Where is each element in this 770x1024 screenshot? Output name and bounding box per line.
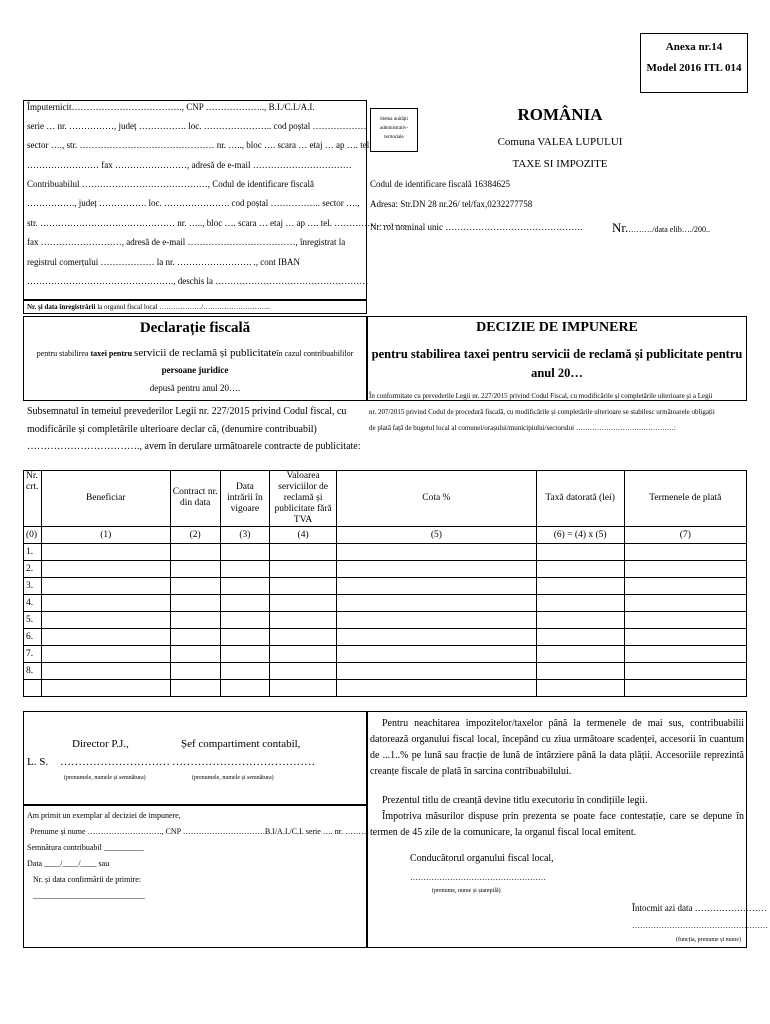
declarant-line: fax ………………………, adresă de e-mail ………………………………, înregistrat la [27, 237, 346, 247]
cell-value[interactable] [270, 645, 337, 662]
director-signature-line: ………………………… [60, 756, 170, 768]
registration-label: Nr. și data înregistrării [27, 303, 96, 311]
cell-rate[interactable] [337, 628, 537, 645]
chief-signature-line: ………………………………… [172, 756, 315, 768]
declaration-sub-c: servicii de reclamă și publicitate [134, 347, 277, 359]
cell-beneficiary[interactable] [41, 577, 170, 594]
cell-start-date[interactable] [220, 577, 269, 594]
index-cell: (2) [170, 526, 220, 543]
cell-rate[interactable] [337, 645, 537, 662]
row-number: 7. [24, 645, 42, 662]
registration-rest: la organul fiscal local ………………/……………………….. [97, 303, 270, 311]
row-number: 3. [24, 577, 42, 594]
annex-model: Model 2016 ITL 014 [646, 62, 742, 74]
cell-value[interactable] [270, 594, 337, 611]
declarant-line: Împuternicit………………………………., CNP ……………….., B.I./C.I./A.I. [27, 102, 315, 112]
late-payment-paragraph: Pentru neachitarea impozitelor/taxelor până la termenele de mai sus, contribuabilii datorează organului fiscal local, începând cu ziua următoare scadenței, accesorii în cuantum de ...1..% pe lună sau fracție de lună de întârziere până la data plății. Accesoriile reprezintă creanțe fiscale de plată în sarcina contribuabilului. [370, 718, 744, 777]
decision-subtitle: pentru stabilirea taxei pentru servicii de reclamă și publicitate pentru [371, 347, 743, 361]
declarant-line: registrul comerțului ……………… la nr. ……………………. ., cont IBAN [27, 257, 300, 267]
cell-start-date[interactable] [220, 543, 269, 560]
declarant-line: Contribuabilul ……………………………………, Codul de identificare fiscală [27, 179, 314, 189]
cell-value[interactable] [270, 560, 337, 577]
cell-tax-due[interactable] [536, 577, 624, 594]
declaration-sub-b: taxei pentru [90, 349, 133, 358]
table-row [24, 645, 747, 662]
director-label: Director P.J., [72, 738, 129, 750]
cell-beneficiary[interactable] [41, 628, 170, 645]
cell-value[interactable] [270, 611, 337, 628]
row-number: 4. [24, 594, 42, 611]
cell-rate[interactable] [337, 577, 537, 594]
table-row [24, 679, 747, 696]
table-row [24, 543, 747, 560]
cell-contract[interactable] [170, 543, 220, 560]
header-nr: Nr. crt. [24, 471, 42, 527]
receipt-line4: Data ____/____/____ sau [27, 859, 110, 868]
cell-rate[interactable] [337, 594, 537, 611]
right-intro-line3: de plată față de bugetul local al comunei/orașului/municipiului/sectorului ……………………………………: [369, 424, 676, 432]
cell-value[interactable] [270, 662, 337, 679]
cell-beneficiary[interactable] [41, 560, 170, 577]
right-intro-line2: nr. 207/2015 privind Codul de procedură fiscală, cu modificările și completările ulterioare se stabilesc următoarele obligații [369, 408, 715, 416]
declaration-sub-a: pentru stabilirea [36, 349, 89, 358]
header-value: Valoarea serviciilor de reclamă și publicitate fără TVA [270, 471, 337, 527]
table-row [24, 560, 747, 577]
row-number: 5. [24, 611, 42, 628]
left-intro-line3: ……………………………., avem în derulare următoarele contracte de publicitate: [27, 441, 361, 452]
cell-tax-due[interactable] [536, 543, 624, 560]
receipt-line2: Prenume și nume ………………………., CNP ………………………….B.I/A.I./C.I. serie …. nr. ……… [30, 827, 370, 836]
cell-deadlines[interactable] [624, 560, 746, 577]
decision-title: DECIZIE DE IMPUNERE [476, 320, 638, 335]
drafted-caption: (funcția, prenume și nume) [676, 937, 741, 943]
cell-start-date[interactable] [220, 645, 269, 662]
header-deadlines: Termenele de plată [624, 471, 746, 527]
cell-beneficiary[interactable] [41, 611, 170, 628]
drafted-date: Întocmit azi data …………………… [632, 903, 767, 913]
index-cell: (7) [624, 526, 746, 543]
fiscal-head-caption: (prenume, nume și ștampilă) [432, 888, 501, 894]
cell-tax-due[interactable] [536, 594, 624, 611]
index-cell: (5) [337, 526, 537, 543]
commune-name: Comuna VALEA LUPULUI [497, 136, 623, 148]
cell-beneficiary[interactable] [41, 662, 170, 679]
annex-number: Anexa nr.14 [665, 41, 723, 53]
receipt-line5: Nr. și data confirmării de primire: [33, 875, 141, 884]
chief-caption: (prenumele, numele și semnătura) [192, 775, 274, 781]
row-number: 2. [24, 560, 42, 577]
declarant-line: ……………., județ ……………. loc. …………………. cod poștal …………….. sector …., [27, 198, 360, 208]
cell-tax-due[interactable] [536, 662, 624, 679]
cell-rate[interactable] [337, 662, 537, 679]
cell-value[interactable] [270, 543, 337, 560]
cell-rate[interactable] [337, 679, 537, 696]
cell-value[interactable] [270, 577, 337, 594]
executory-title-paragraph: Prezentul titlu de creanță devine titlu executoriu în condițiile legii. [382, 795, 648, 806]
cell-beneficiary[interactable] [41, 594, 170, 611]
cell-deadlines[interactable] [624, 594, 746, 611]
declaration-sub-d: în cazul contribuabililor [276, 349, 354, 358]
declarant-line: …………………………………………., deschis la …………………………………………… [27, 276, 369, 286]
cell-contract[interactable] [170, 662, 220, 679]
index-cell: (1) [41, 526, 170, 543]
index-cell: (3) [220, 526, 269, 543]
drafted-signature-line: …………………………………………… [632, 921, 768, 930]
index-cell: (0) [24, 526, 42, 543]
cell-beneficiary[interactable] [41, 645, 170, 662]
stamp-line1: Stema unității [380, 117, 408, 122]
cell-beneficiary[interactable] [41, 543, 170, 560]
table-row [24, 577, 747, 594]
header-rate: Cota % [337, 471, 537, 527]
cell-deadlines[interactable] [624, 628, 746, 645]
declarant-line: str. ……………………………………… nr. ….., bloc …. scara … etaj … ap …. tel. …………………… [27, 218, 407, 228]
table-row [24, 611, 747, 628]
cell-deadlines[interactable] [624, 577, 746, 594]
cell-tax-due[interactable] [536, 560, 624, 577]
cell-contract[interactable] [170, 628, 220, 645]
cell-tax-due[interactable] [536, 679, 624, 696]
receipt-line6: ____________________________ [33, 891, 145, 900]
decision-number [612, 220, 710, 236]
decision-number-rest: ………/data elib…./200.. [628, 225, 711, 234]
declaration-subtitle [23, 348, 367, 359]
cell-deadlines[interactable] [624, 611, 746, 628]
cell-contract[interactable] [170, 679, 220, 696]
cell-contract[interactable] [170, 577, 220, 594]
cell-start-date[interactable] [220, 560, 269, 577]
cell-value[interactable] [270, 679, 337, 696]
contracts-table [23, 470, 747, 697]
fiscal-head-line: …………………………………………… [410, 873, 546, 882]
row-number [24, 679, 42, 696]
header-beneficiary: Beneficiar [41, 471, 170, 527]
declaration-legal-entities: persoane juridice [161, 365, 229, 375]
cell-beneficiary[interactable] [41, 679, 170, 696]
declarant-line: serie … nr. ……………, județ ……………. loc. ………………….. cod poștal ……………… [27, 121, 367, 131]
cell-contract[interactable] [170, 560, 220, 577]
cell-deadlines[interactable] [624, 645, 746, 662]
chief-accountant-label: Șef compartiment contabil, [181, 738, 301, 750]
table-row [24, 594, 747, 611]
cell-deadlines[interactable] [624, 679, 746, 696]
right-intro-line1: În conformitate cu prevederile Legii nr. 227/2015 privind Codul Fiscal, cu modificările și completările ulterioare și a Legii [369, 392, 713, 400]
director-caption: (prenumele, numele și semnătura) [64, 775, 146, 781]
row-number: 6. [24, 628, 42, 645]
stamp-line3: teritoriale [384, 135, 404, 140]
table-index-row [24, 526, 747, 543]
cell-tax-due[interactable] [536, 645, 624, 662]
header-contract: Contract nr. din data [170, 471, 220, 527]
stamp-line2: administrativ- [379, 126, 409, 131]
row-number: 8. [24, 662, 42, 679]
registration-line [27, 304, 270, 311]
contestation-paragraph: Împotriva măsurilor dispuse prin prezenta se poate face contestație, care se depune în termen de 45 zile de la comunicare, la organul fiscal local emitent. [370, 811, 744, 838]
declarant-line: sector …., str. ……………………………………… nr. ….., bloc …. scara … etaj … ap …. tel. [27, 140, 372, 150]
department-name: TAXE SI IMPOZITE [512, 158, 608, 170]
row-number: 1. [24, 543, 42, 560]
rol-number: Nr. rol nominal unic ………………………………………. [370, 222, 583, 232]
authority-address: Adresa: Str.DN 28 nr.26/ tel/fax,0232277758 [370, 199, 533, 209]
cell-rate[interactable] [337, 543, 537, 560]
declarant-line: …………………… fax ……………………, adresă de e-mail …………………………… [27, 160, 352, 170]
cell-start-date[interactable] [220, 679, 269, 696]
cell-contract[interactable] [170, 611, 220, 628]
country-title: ROMÂNIA [517, 105, 603, 124]
cell-start-date[interactable] [220, 594, 269, 611]
declaration-title: Declarație fiscală [139, 320, 251, 336]
cell-contract[interactable] [170, 645, 220, 662]
table-row [24, 628, 747, 645]
cell-contract[interactable] [170, 594, 220, 611]
cell-start-date[interactable] [220, 611, 269, 628]
cell-tax-due[interactable] [536, 628, 624, 645]
declaration-year: depusă pentru anul 20…. [149, 383, 241, 393]
decision-number-label: Nr. [612, 220, 629, 235]
decision-year: anul 20… [531, 366, 583, 380]
left-intro-line2: modificările și completările ulterioare declar că, (denumire contribuabil) [27, 424, 317, 435]
ls-label: L. S. [27, 756, 49, 768]
fiscal-code: Codul de identificare fiscală 16384625 [370, 179, 510, 189]
cell-rate[interactable] [337, 611, 537, 628]
cell-rate[interactable] [337, 560, 537, 577]
table-row [24, 662, 747, 679]
cell-start-date[interactable] [220, 628, 269, 645]
cell-tax-due[interactable] [536, 611, 624, 628]
header-tax-due: Taxă datorată (lei) [536, 471, 624, 527]
cell-deadlines[interactable] [624, 662, 746, 679]
header-start-date: Data intrării în vigoare [220, 471, 269, 527]
cell-value[interactable] [270, 628, 337, 645]
cell-deadlines[interactable] [624, 543, 746, 560]
cell-start-date[interactable] [220, 662, 269, 679]
table-header-row [24, 471, 747, 527]
left-intro-line1: Subsemnatul în temeiul prevederilor Legii nr. 227/2015 privind Codul fiscal, cu [27, 406, 347, 417]
index-cell: (4) [270, 526, 337, 543]
fiscal-head-label: Conducătorul organului fiscal local, [410, 853, 554, 864]
receipt-line1: Am primit un exemplar al deciziei de impunere, [27, 811, 181, 820]
index-cell: (6) = (4) x (5) [536, 526, 624, 543]
receipt-line3: Semnătura contribuabil __________ [27, 843, 144, 852]
